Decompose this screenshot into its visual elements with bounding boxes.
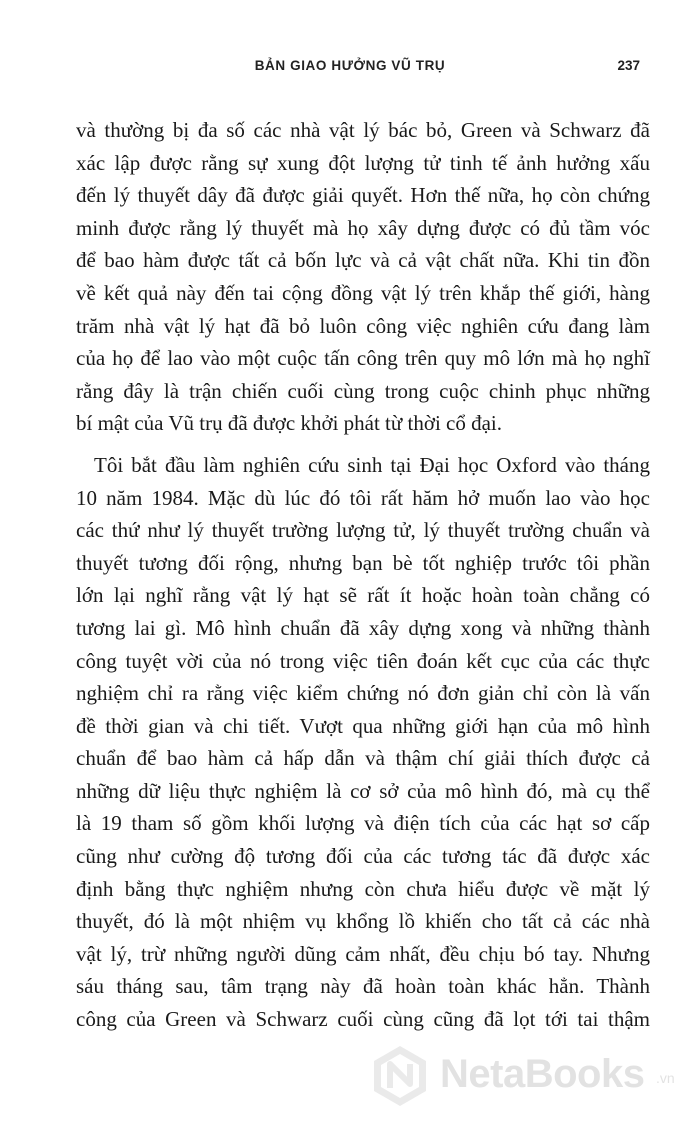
text-line: minh được rằng lý thuyết mà họ xây dựng được có đủ tầm vóc (76, 215, 650, 240)
text-line: cũng như cường độ tương đối của các tương tác đã được xác (76, 844, 650, 869)
text-line: công của Green và Schwarz cuối cùng cũng đã lọt tới tai thậm (76, 1007, 650, 1032)
text-line: để bao hàm được tất cả bốn lực và cả vật chất nữa. Khi tin đồn (76, 248, 650, 273)
text-line: rằng đây là trận chiến cuối cùng trong cuộc chinh phục những (76, 378, 650, 403)
text-line: định bằng thực nghiệm nhưng còn chưa hiểu được về mặt lý (76, 876, 650, 901)
netabooks-logo-icon (368, 1044, 432, 1108)
text-line: là 19 tham số gồm khối lượng và điện tích của các hạt sơ cấp (76, 811, 650, 836)
text-line: thuyết, đó là một nhiệm vụ khổng lồ khiến cho tất cả các nhà (76, 909, 650, 934)
watermark (368, 1040, 688, 1104)
text-line: xác lập được rằng sự xung đột lượng tử tinh tế ảnh hưởng xấu (76, 150, 650, 175)
text-line: vật lý, trừ những người dũng cảm nhất, đều chịu bó tay. Nhưng (76, 941, 650, 966)
text-line: thuyết tương đối rộng, nhưng bạn bè tốt nghiệp trước tôi phần (76, 550, 650, 575)
page-body (76, 114, 650, 1045)
page-header (0, 58, 700, 88)
text-line: sáu tháng sau, tâm trạng này đã hoàn toàn khác hẳn. Thành (76, 974, 650, 999)
running-title: BẢN GIAO HƯỞNG VŨ TRỤ (254, 58, 446, 73)
page-number: 237 (617, 58, 640, 73)
text-line: tương lai gì. Mô hình chuẩn đã xây dựng xong và những thành (76, 615, 650, 640)
text-line: đề thời gian và chi tiết. Vượt qua những giới hạn của mô hình (76, 713, 650, 738)
watermark-suffix: .vn (656, 1070, 675, 1086)
text-line: bí mật của Vũ trụ đã được khởi phát từ thời cổ đại. (76, 411, 503, 436)
text-line: lớn lại nghĩ rằng vật lý hạt sẽ rất ít hoặc hoàn toàn chẳng có (76, 583, 650, 608)
text-line: Tôi bắt đầu làm nghiên cứu sinh tại Đại học Oxford vào tháng (94, 452, 650, 477)
text-line: đến lý thuyết dây đã được giải quyết. Hơn thế nữa, họ còn chứng (76, 183, 650, 208)
text-line: 10 năm 1984. Mặc dù lúc đó tôi rất hăm hở muốn lao vào học (76, 485, 650, 510)
text-line: về kết quả này đến tai cộng đồng vật lý trên khắp thế giới, hàng (76, 280, 650, 305)
text-line: nghiệm chỉ ra rằng việc kiểm chứng nó đơn giản chỉ còn là vấn (76, 681, 650, 706)
text-line: và thường bị đa số các nhà vật lý bác bỏ, Green và Schwarz đã (76, 118, 650, 142)
paragraph-1 (76, 114, 650, 440)
watermark-brand: NetaBooks (440, 1052, 645, 1096)
paragraph-2 (76, 449, 650, 1036)
text-line: những dữ liệu thực nghiệm là cơ sở của mô hình đó, mà cụ thể (76, 778, 650, 803)
text-line: các thứ như lý thuyết trường lượng tử, lý thuyết trường chuẩn và (76, 518, 650, 543)
text-line: trăm nhà vật lý hạt đã bỏ luôn công việc nghiên cứu đang làm (76, 313, 650, 338)
text-line: của họ để lao vào một cuộc tấn công trên quy mô lớn mà họ nghĩ (76, 346, 650, 371)
text-line: chuẩn để bao hàm cả hấp dẫn và thậm chí giải thích được cả (76, 746, 650, 771)
text-line: công tuyệt vời của nó trong việc tiên đoán kết cục của các thực (76, 648, 650, 673)
